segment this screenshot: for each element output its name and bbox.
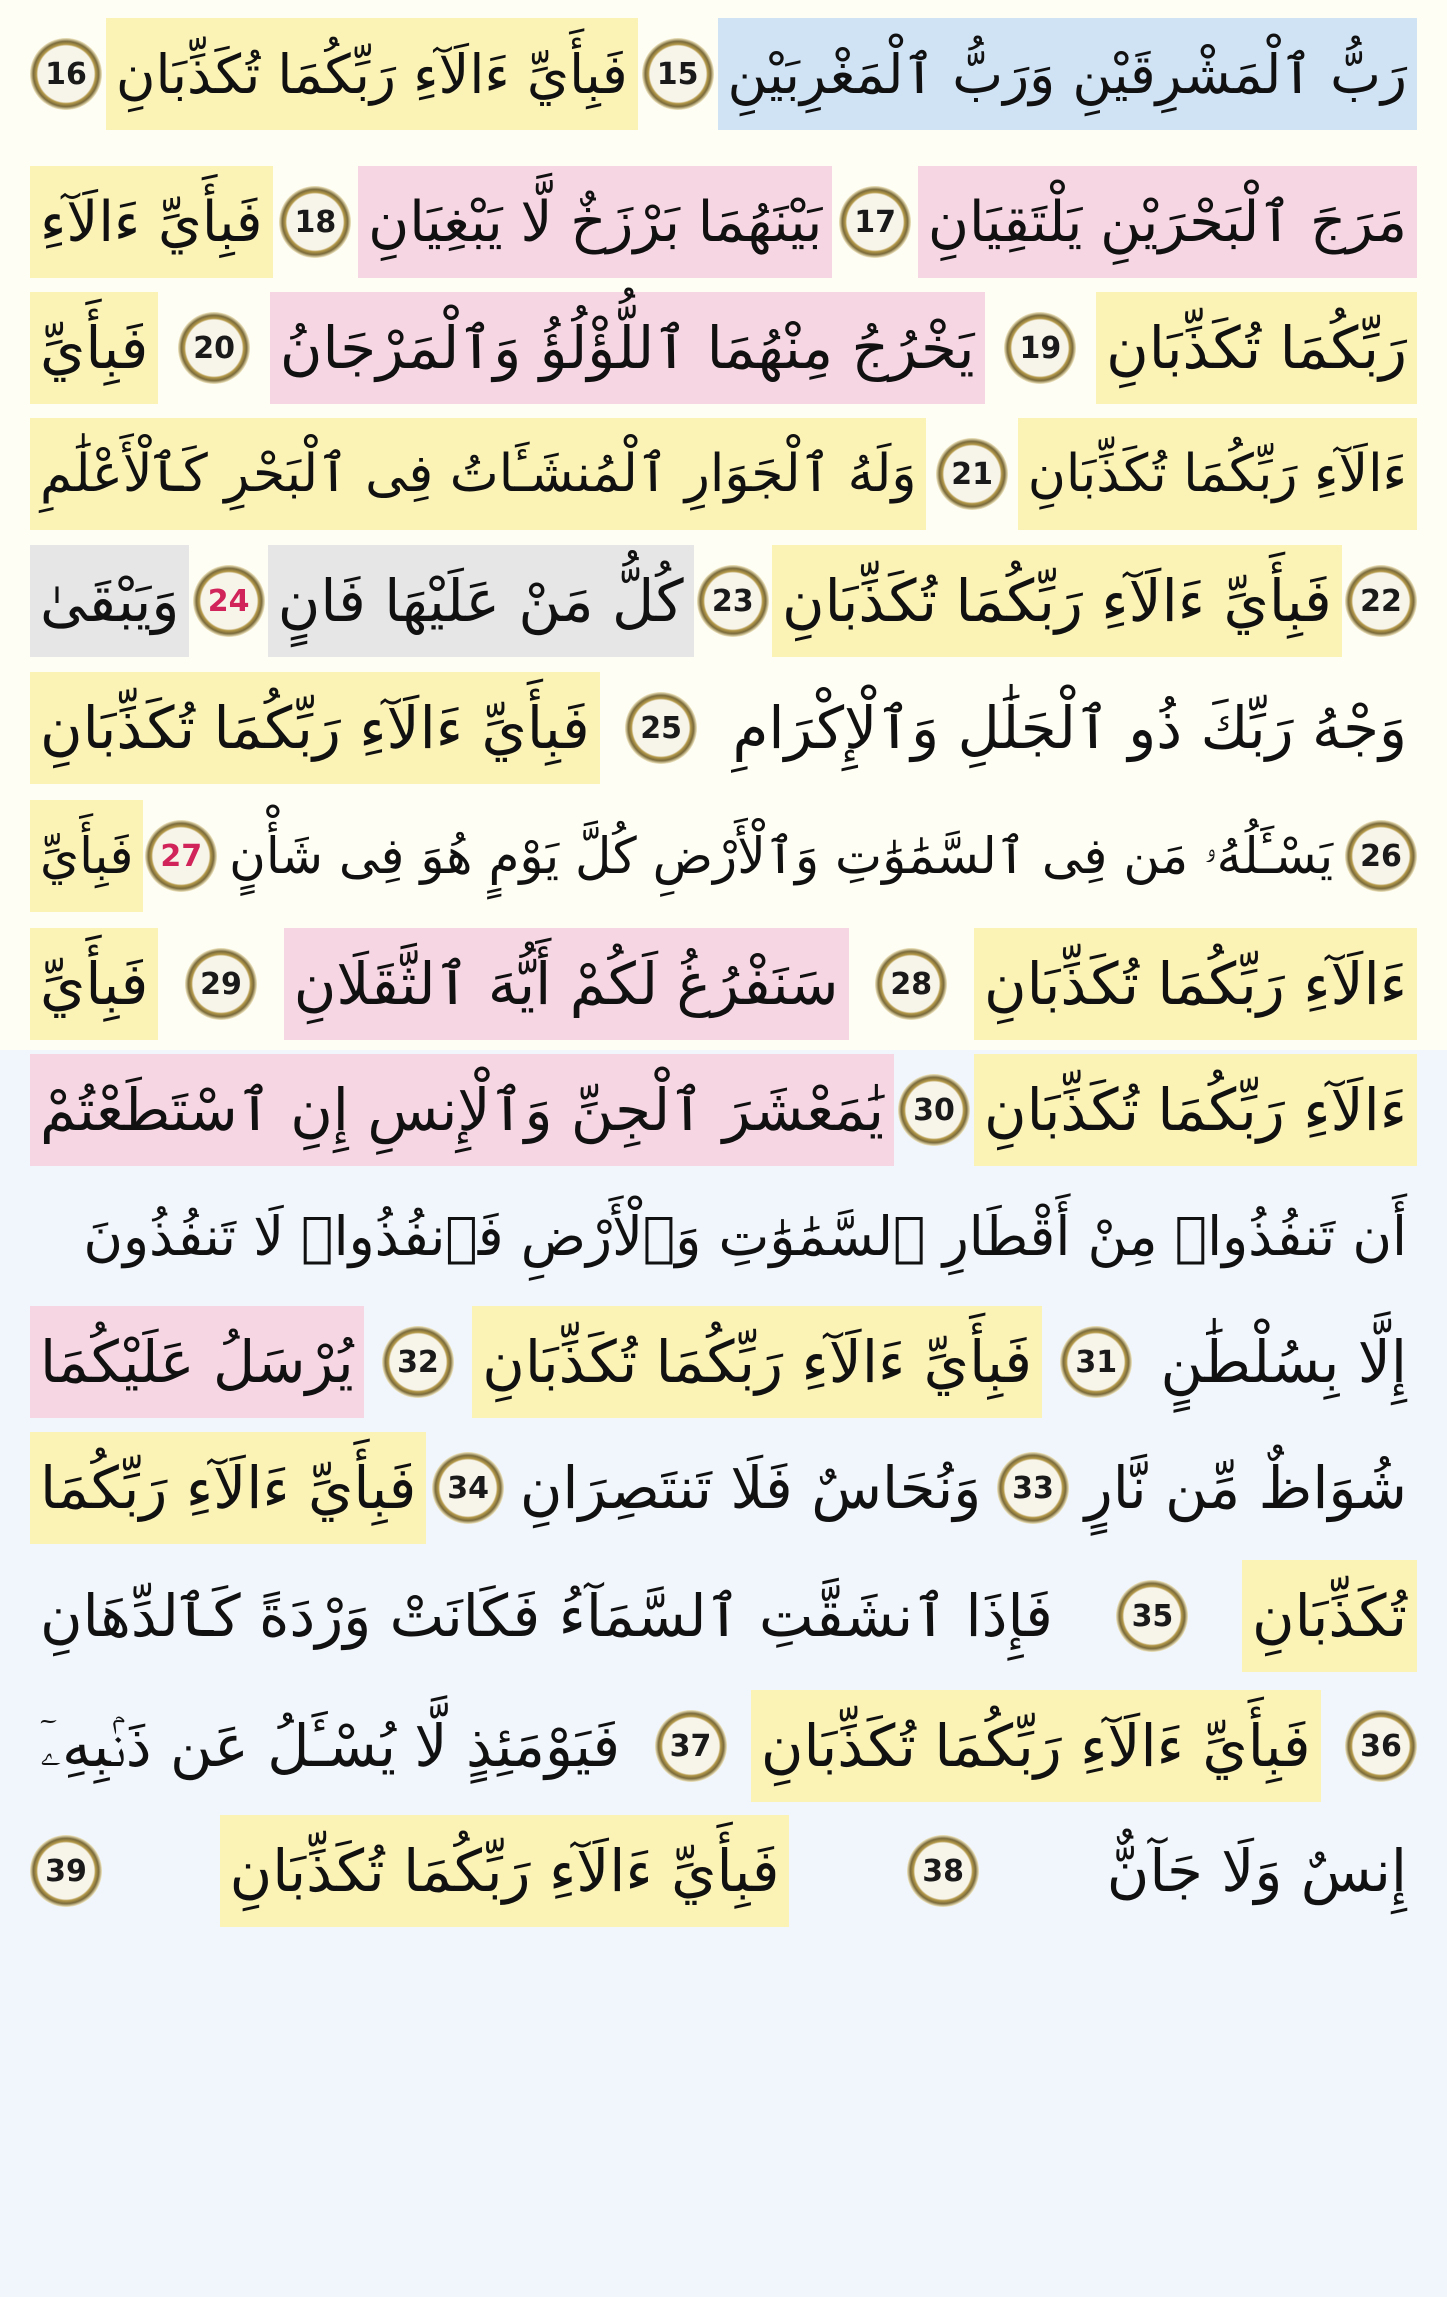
verse-line [30, 672, 1417, 784]
verse-line [30, 1690, 1417, 1802]
verse-text: إِلَّا بِسُلْطَٰنٍ [1160, 1328, 1407, 1396]
verse-text: ءَالَآءِ رَبِّكُمَا تُكَذِّبَانِ [1018, 418, 1417, 530]
verse-text: شُوَاظٌ مِّن نَّارٍ [1084, 1454, 1407, 1522]
verse-text: بَيْنَهُمَا بَرْزَخٌ لَّا يَبْغِيَانِ [358, 166, 832, 278]
verse-text: ءَالَآءِ رَبِّكُمَا تُكَذِّبَانِ [974, 928, 1417, 1040]
verse-line [30, 18, 1417, 130]
verse-text: يُرْسَلُ عَلَيْكُمَا [30, 1306, 364, 1418]
ayah-number-marker: 30 [898, 1074, 970, 1146]
ayah-number-marker: 32 [382, 1326, 454, 1398]
verse-line [30, 1432, 1417, 1544]
ayah-number-marker: 31 [1060, 1326, 1132, 1398]
ayah-number-marker: 28 [875, 948, 947, 1020]
verse-text: فَإِذَا ٱنشَقَّتِ ٱلسَّمَآءُ فَكَانَتْ وَرْدَةً كَٱلدِّهَانِ [40, 1582, 1053, 1650]
verse-text: يَخْرُجُ مِنْهُمَا ٱللُّؤْلُؤُ وَٱلْمَرْجَانُ [270, 292, 985, 404]
ayah-number-marker: 21 [936, 438, 1008, 510]
verse-text: فَبِأَيِّ ءَالَآءِ رَبِّكُمَا تُكَذِّبَانِ [220, 1815, 790, 1927]
verse-line [30, 1815, 1417, 1927]
verse-text: وَجْهُ رَبِّكَ ذُو ٱلْجَلَٰلِ وَٱلْإِكْرَامِ [732, 694, 1407, 762]
verse-text: وَيَبْقَىٰ [30, 545, 189, 657]
verse-line [30, 166, 1417, 278]
ayah-number-marker: 33 [997, 1452, 1069, 1524]
ayah-number-marker: 19 [1004, 312, 1076, 384]
verse-line [30, 1180, 1417, 1292]
verse-text: سَنَفْرُغُ لَكُمْ أَيُّهَ ٱلثَّقَلَانِ [284, 928, 849, 1040]
verse-line [30, 1560, 1417, 1672]
ayah-number-marker: 37 [655, 1710, 727, 1782]
ayah-number-marker: 35 [1116, 1580, 1188, 1652]
verse-text: يَسْـَٔلُهُۥ مَن فِى ٱلسَّمَٰوَٰتِ وَٱلْأَرْضِ كُلَّ يَوْمٍ هُوَ فِى شَأْنٍ [229, 826, 1334, 885]
verse-line [30, 545, 1417, 657]
ayah-number-marker: 26 [1345, 820, 1417, 892]
verse-text: فَبِأَيِّ ءَالَآءِ [30, 166, 273, 278]
verse-text: فَبِأَيِّ [30, 292, 158, 404]
verse-text: تُكَذِّبَانِ [1242, 1560, 1417, 1672]
verse-text: فَبِأَيِّ [30, 928, 158, 1040]
ayah-number-marker: 15 [642, 38, 714, 110]
ayah-number-marker: 27 [145, 820, 217, 892]
verse-text: وَلَهُ ٱلْجَوَارِ ٱلْمُنشَـَٔاتُ فِى ٱلْبَحْرِ كَٱلْأَعْلَٰمِ [30, 418, 926, 530]
verse-line [30, 928, 1417, 1040]
verse-line [30, 418, 1417, 530]
verse-text: فَيَوْمَئِذٍ لَّا يُسْـَٔلُ عَن ذَنۢبِهِۦٓ [40, 1711, 621, 1780]
ayah-number-marker: 38 [907, 1835, 979, 1907]
ayah-number-marker: 17 [839, 186, 911, 258]
verse-text: فَبِأَيِّ ءَالَآءِ رَبِّكُمَا تُكَذِّبَانِ [30, 672, 600, 784]
verse-text: مَرَجَ ٱلْبَحْرَيْنِ يَلْتَقِيَانِ [918, 166, 1417, 278]
verse-text: فَبِأَيِّ ءَالَآءِ رَبِّكُمَا [30, 1432, 426, 1544]
ayah-number-marker: 22 [1345, 565, 1417, 637]
verse-text: ءَالَآءِ رَبِّكُمَا تُكَذِّبَانِ [974, 1054, 1417, 1166]
ayah-number-marker: 18 [279, 186, 351, 258]
verse-text: كُلُّ مَنْ عَلَيْهَا فَانٍ [268, 545, 694, 657]
verse-text: فَبِأَيِّ ءَالَآءِ رَبِّكُمَا تُكَذِّبَانِ [472, 1306, 1042, 1418]
verse-text: يَٰمَعْشَرَ ٱلْجِنِّ وَٱلْإِنسِ إِنِ ٱسْتَطَعْتُمْ [30, 1054, 894, 1166]
ayah-number-marker: 34 [432, 1452, 504, 1524]
ayah-number-marker: 24 [193, 565, 265, 637]
verse-text: أَن تَنفُذُوا۟ مِنْ أَقْطَارِ ٱلسَّمَٰوَٰتِ وَٱلْأَرْضِ فَٱنفُذُوا۟ لَا تَنفُذُونَ [83, 1204, 1407, 1268]
ayah-number-marker: 25 [625, 692, 697, 764]
ayah-number-marker: 29 [185, 948, 257, 1020]
verse-line [30, 292, 1417, 404]
verse-text: إِنسٌ وَلَا جَآنٌّ [1106, 1837, 1407, 1905]
verse-line [30, 800, 1417, 912]
verse-line [30, 1054, 1417, 1166]
verse-text: فَبِأَيِّ [30, 800, 143, 912]
ayah-number-marker: 36 [1345, 1710, 1417, 1782]
ayah-number-marker: 16 [30, 38, 102, 110]
ayah-number-marker: 23 [697, 565, 769, 637]
verse-text: فَبِأَيِّ ءَالَآءِ رَبِّكُمَا تُكَذِّبَانِ [106, 18, 638, 130]
verse-text: فَبِأَيِّ ءَالَآءِ رَبِّكُمَا تُكَذِّبَانِ [751, 1690, 1321, 1802]
verse-text: رَبُّ ٱلْمَشْرِقَيْنِ وَرَبُّ ٱلْمَغْرِبَيْنِ [718, 18, 1417, 130]
verse-text: رَبِّكُمَا تُكَذِّبَانِ [1096, 292, 1417, 404]
verse-text: فَبِأَيِّ ءَالَآءِ رَبِّكُمَا تُكَذِّبَانِ [772, 545, 1342, 657]
verse-line [30, 1306, 1417, 1418]
ayah-number-marker: 39 [30, 1835, 102, 1907]
verse-text: وَنُحَاسٌ فَلَا تَنتَصِرَانِ [519, 1454, 982, 1522]
ayah-number-marker: 20 [178, 312, 250, 384]
